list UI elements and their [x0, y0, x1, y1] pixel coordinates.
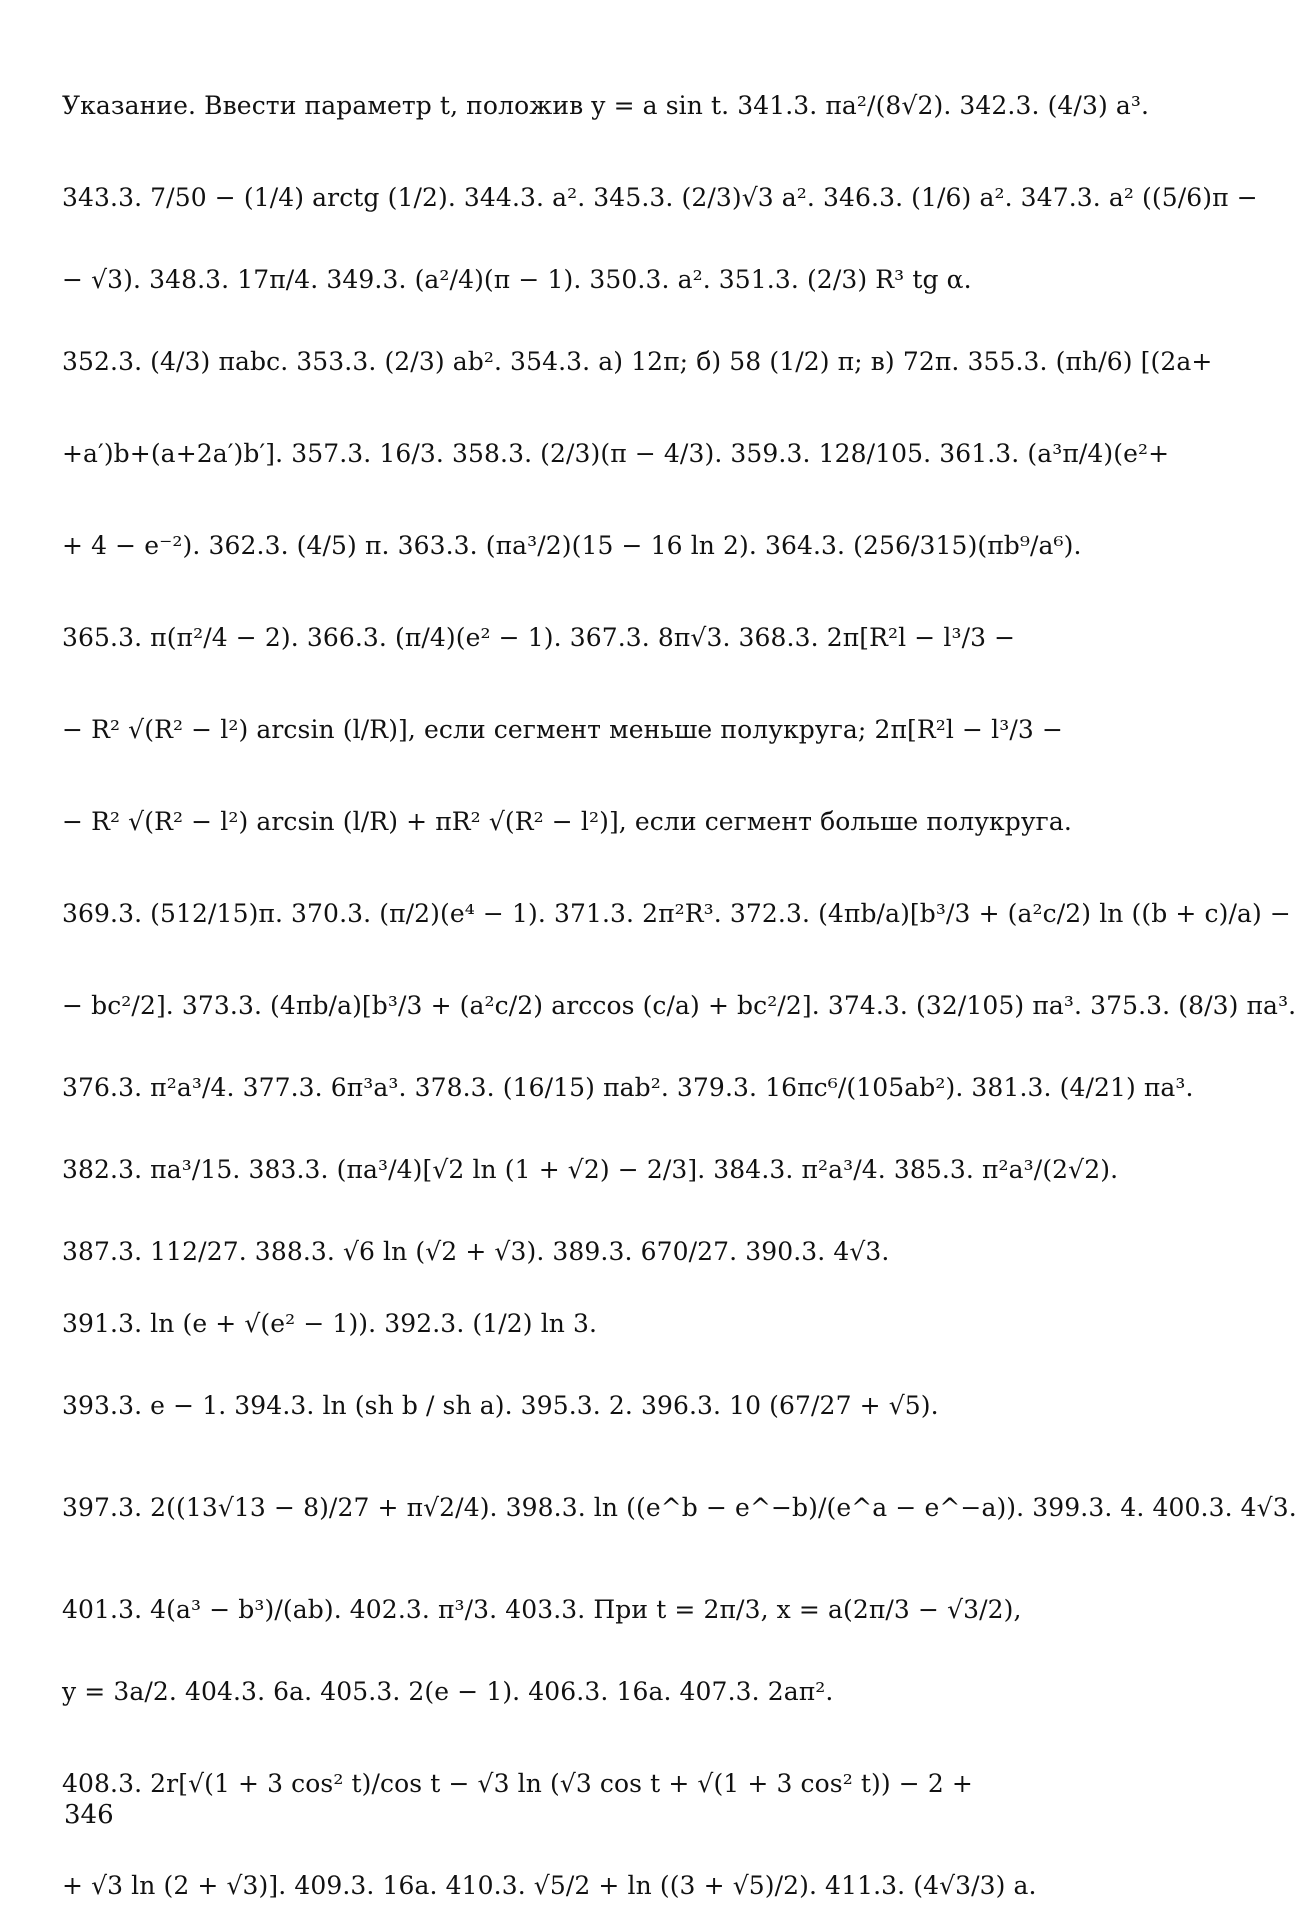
answer-line: 376.3. π²a³/4. 377.3. 6π³a³. 378.3. (16/15) πab². 379.3. 16πc⁶/(105ab²). 381.3. (4/21) πa³.: [62, 1073, 1194, 1102]
answer-line: − √3). 348.3. 17π/4. 349.3. (a²/4)(π − 1). 350.3. a². 351.3. (2/3) R³ tg α.: [62, 265, 972, 294]
answer-line: 343.3. 7/50 − (1/4) arctg (1/2). 344.3. a². 345.3. (2/3)√3 a². 346.3. (1/6) a². 347.3. a² ((5/6)π −: [62, 183, 1258, 212]
answer-line: 352.3. (4/3) πabc. 353.3. (2/3) ab². 354.3. а) 12π; б) 58 (1/2) π; в) 72π. 355.3. (πh/6) [(2a+: [62, 347, 1213, 376]
answer-line: 387.3. 112/27. 388.3. √6 ln (√2 + √3). 389.3. 670/27. 390.3. 4√3.: [62, 1237, 890, 1266]
answer-line: + √3 ln (2 + √3)]. 409.3. 16a. 410.3. √5/2 + ln ((3 + √5)/2). 411.3. (4√3/3) a.: [62, 1871, 1037, 1900]
answer-line: y = 3a/2. 404.3. 6a. 405.3. 2(e − 1). 406.3. 16a. 407.3. 2aπ².: [62, 1677, 834, 1706]
answer-line: 382.3. πa³/15. 383.3. (πa³/4)[√2 ln (1 + √2) − 2/3]. 384.3. π²a³/4. 385.3. π²a³/(2√2).: [62, 1155, 1119, 1184]
answer-line: 401.3. 4(a³ − b³)/(ab). 402.3. π³/3. 403.3. При t = 2π/3, x = a(2π/3 − √3/2),: [62, 1595, 1022, 1624]
answer-line: 397.3. 2((13√13 − 8)/27 + π√2/4). 398.3. ln ((e^b − e^−b)/(e^a − e^−a)). 399.3. 4. 400.3. 4√3.: [62, 1493, 1297, 1522]
answer-line: +a′)b+(a+2a′)b′]. 357.3. 16/3. 358.3. (2/3)(π − 4/3). 359.3. 128/105. 361.3. (a³π/4)(e²+: [62, 439, 1170, 468]
answer-line: 393.3. e − 1. 394.3. ln (sh b / sh a). 395.3. 2. 396.3. 10 (67/27 + √5).: [62, 1391, 939, 1420]
answer-line: − R² √(R² − l²) arcsin (l/R) + πR² √(R² − l²)], если сегмент больше полукруга.: [62, 807, 1072, 836]
answer-line: 365.3. π(π²/4 − 2). 366.3. (π/4)(e² − 1). 367.3. 8π√3. 368.3. 2π[R²l − l³/3 −: [62, 623, 1016, 652]
answer-line: − R² √(R² − l²) arcsin (l/R)], если сегмент меньше полукруга; 2π[R²l − l³/3 −: [62, 715, 1063, 744]
page-number: 346: [64, 1800, 114, 1830]
answer-line: Указание. Ввести параметр t, положив y = a sin t. 341.3. πa²/(8√2). 342.3. (4/3) a³.: [62, 91, 1150, 120]
answer-line: − bc²/2]. 373.3. (4πb/a)[b³/3 + (a²c/2) arccos (c/a) + bc²/2]. 374.3. (32/105) πa³. 375.3. (8/3) πa³.: [62, 991, 1297, 1020]
answer-line: + 4 − e⁻²). 362.3. (4/5) π. 363.3. (πa³/2)(15 − 16 ln 2). 364.3. (256/315)(πb⁹/a⁶).: [62, 531, 1082, 560]
answer-line: 408.3. 2r[√(1 + 3 cos² t)/cos t − √3 ln (√3 cos t + √(1 + 3 cos² t)) − 2 +: [62, 1769, 973, 1798]
answer-line: 369.3. (512/15)π. 370.3. (π/2)(e⁴ − 1). 371.3. 2π²R³. 372.3. (4πb/a)[b³/3 + (a²c/2) ln ((b + c)/a) −: [62, 899, 1291, 928]
answer-line: 391.3. ln (e + √(e² − 1)). 392.3. (1/2) ln 3.: [62, 1309, 598, 1338]
